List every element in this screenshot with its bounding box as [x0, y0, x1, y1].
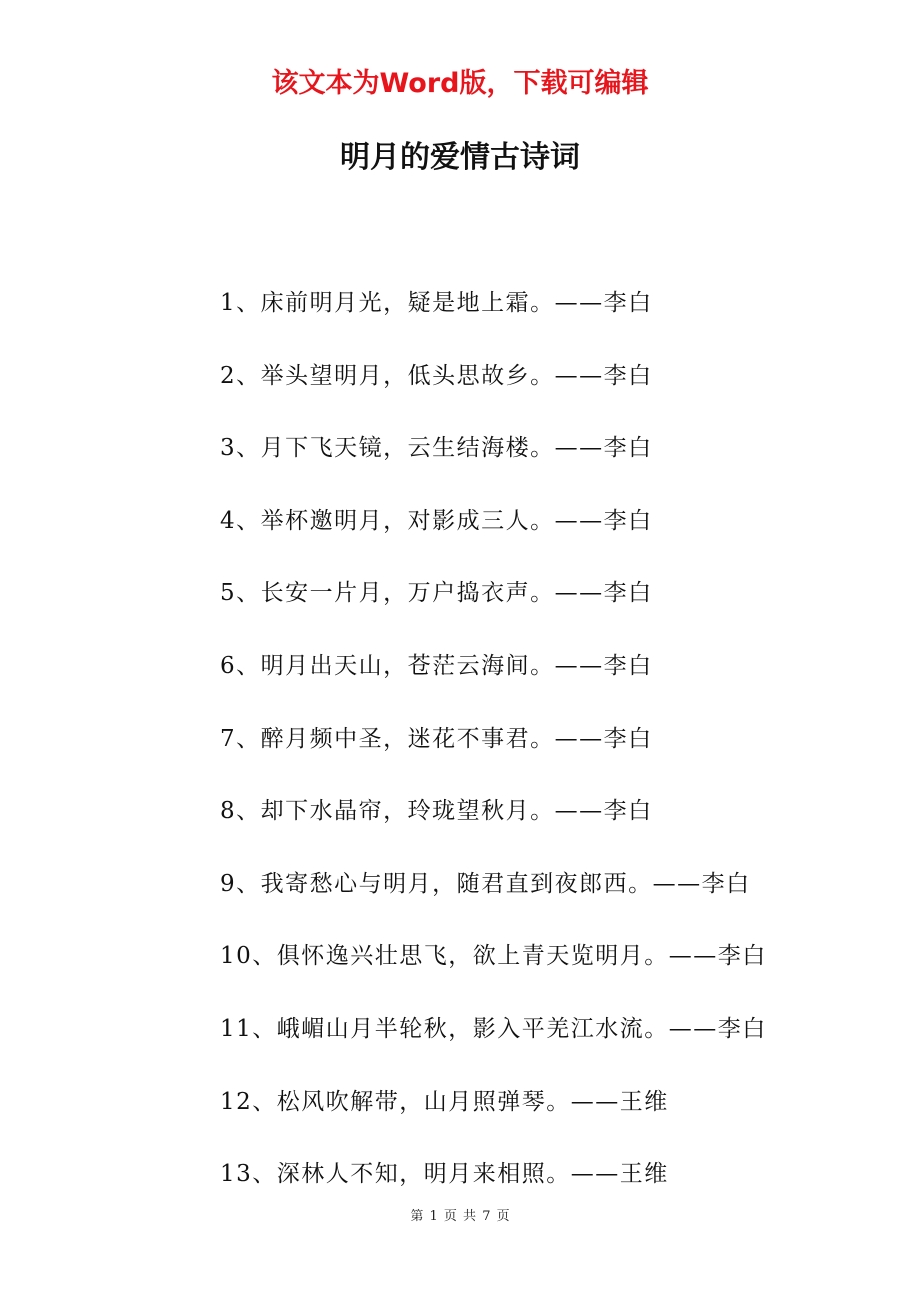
poem-line-6: 6、明月出天山，苍茫云海间。——李白 — [220, 652, 653, 679]
page-number-footer: 第 1 页 共 7 页 — [410, 1209, 510, 1224]
poem-line-7: 7、醉月频中圣，迷花不事君。——李白 — [220, 725, 653, 752]
poem-line-5: 5、长安一片月，万户捣衣声。——李白 — [220, 580, 653, 607]
poem-line-4: 4、举杯邀明月，对影成三人。——李白 — [220, 507, 653, 534]
poem-line-8: 8、却下水晶帘，玲珑望秋月。——李白 — [220, 798, 653, 825]
poem-line-1: 1、床前明月光，疑是地上霜。——李白 — [220, 290, 653, 316]
poem-line-12: 12、松风吹解带，山月照弹琴。——王维 — [220, 1088, 669, 1115]
poem-line-10: 10、俱怀逸兴壮思飞，欲上青天览明月。——李白 — [220, 943, 767, 970]
poem-line-13: 13、深林人不知，明月来相照。——王维 — [220, 1161, 669, 1188]
poem-line-11: 11、峨嵋山月半轮秋，影入平羌江水流。——李白 — [220, 1015, 767, 1042]
download-banner: 该文本为Word版，下载可编辑 — [271, 68, 649, 99]
page-title: 明月的爱情古诗词 — [340, 140, 580, 175]
poem-line-9: 9、我寄愁心与明月，随君直到夜郎西。——李白 — [220, 870, 751, 897]
poem-line-3: 3、月下飞天镜，云生结海楼。——李白 — [220, 435, 653, 462]
poem-line-2: 2、举头望明月，低头思故乡。——李白 — [220, 362, 653, 389]
poem-list — [220, 284, 900, 1228]
